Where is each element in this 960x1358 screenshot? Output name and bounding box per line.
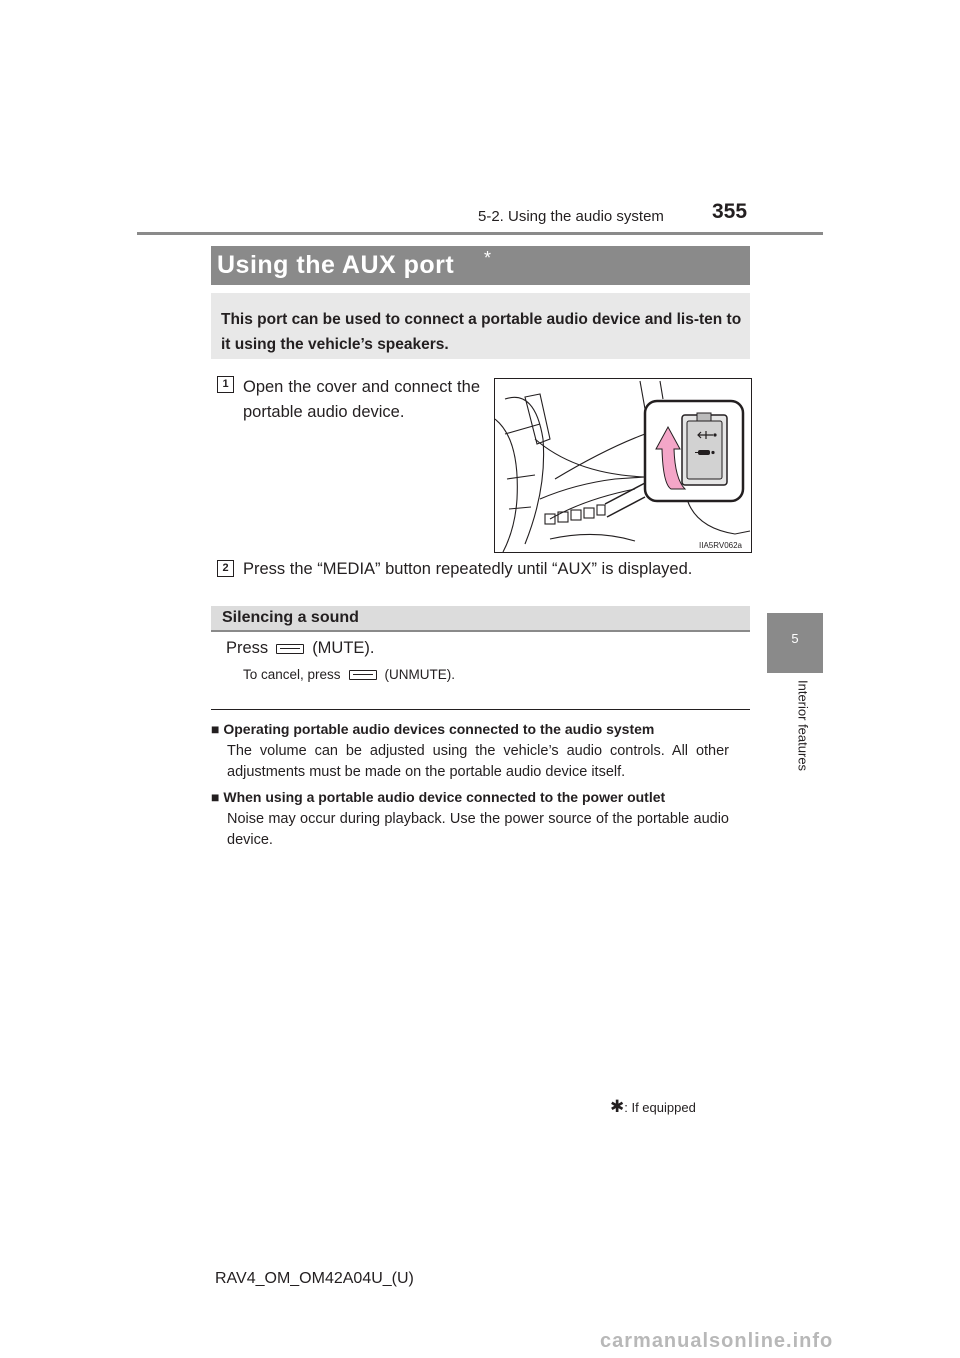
footnote [610, 1097, 696, 1117]
unmute-button-icon [349, 670, 377, 680]
note-1-body: The volume can be adjusted using the vehicle’s audio controls. All other adjustments must be made on the portable audio device itself. [227, 743, 729, 780]
step-number-2: 2 [217, 560, 234, 577]
chapter-number: 5 [791, 631, 799, 646]
watermark: carmanualsonline.info [600, 1330, 834, 1352]
cancel-prefix: To cancel, press [243, 667, 341, 682]
page-number: 355 [712, 200, 748, 223]
note-1-heading-row [211, 721, 654, 737]
subsection-heading: Silencing a sound [222, 609, 359, 626]
note-2-body: Noise may occur during playback. Use the power source of the portable audio device. [227, 811, 729, 848]
equipped-marker: * [484, 248, 492, 268]
intro-text: This port can be used to connect a portable audio device and lis-ten to it using the vehicle’s speakers. [221, 311, 742, 353]
cancel-suffix: (UNMUTE). [384, 667, 456, 682]
note-1-heading: Operating portable audio devices connected to the audio system [223, 721, 655, 737]
step-1-text: Open the cover and connect the portable audio device. [243, 378, 480, 421]
section-title-bar [211, 246, 750, 285]
note-2-heading: When using a portable audio device connected to the power outlet [223, 789, 666, 805]
figure-code: IIA5RV062a [699, 541, 742, 550]
press-suffix: (MUTE). [312, 639, 375, 657]
section-title: Using the AUX port [217, 251, 455, 279]
chapter-label-container [758, 680, 848, 800]
step-number-1: 1 [217, 376, 234, 393]
mute-button-icon [276, 644, 304, 654]
notes-rule [211, 709, 750, 710]
square-bullet-icon: ■ [211, 789, 220, 805]
intro-box [211, 293, 750, 359]
footnote-text: : If equipped [624, 1100, 696, 1115]
section-reference: 5-2. Using the audio system [478, 208, 664, 225]
note-2-heading-row [211, 789, 665, 805]
dashboard-drawing [495, 379, 751, 552]
mute-instruction [226, 639, 375, 658]
press-prefix: Press [226, 639, 269, 657]
header-rule [137, 232, 823, 235]
subsection-heading-bar [211, 606, 750, 632]
unmute-instruction [243, 667, 455, 682]
step-2-text: Press the “MEDIA” button repeatedly until “AUX” is displayed. [243, 560, 693, 578]
usb-icon [682, 413, 727, 485]
square-bullet-icon: ■ [211, 721, 220, 737]
asterisk-icon: ✱ [610, 1097, 625, 1116]
chapter-tab [767, 613, 823, 673]
aux-port-illustration [494, 378, 752, 553]
manual-code: RAV4_OM_OM42A04U_(U) [215, 1270, 414, 1287]
chapter-label: Interior features [795, 680, 811, 772]
